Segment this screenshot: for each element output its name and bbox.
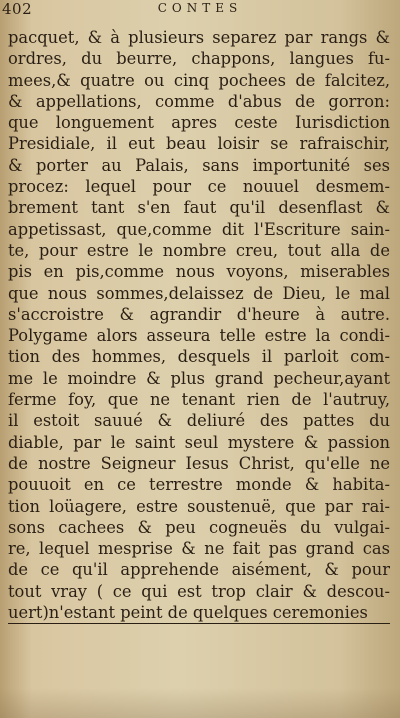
text-line: diable, par le saint seul mystere & passion bbox=[8, 432, 390, 452]
text-line: ferme foy, que ne tenant rien de l'autruy, bbox=[8, 390, 390, 410]
text-line: te, pour estre le nombre creu, tout alla de bbox=[8, 240, 390, 260]
text-line: pacquet, & à plusieurs separez par rangs & bbox=[8, 28, 390, 47]
text-line: uert)n'estant peint de quelques ceremonies bbox=[8, 602, 390, 624]
text-line: que nous sommes,delaissez de Dieu, le mal bbox=[8, 283, 390, 303]
text-line: brement tant s'en faut qu'il desenflast & bbox=[8, 198, 390, 218]
text-line: pis en pis,comme nous voyons, miserables bbox=[8, 262, 390, 282]
text-line: s'accroistre & agrandir d'heure à autre. bbox=[8, 304, 390, 324]
text-line: me le moindre & plus grand pecheur,ayant bbox=[8, 368, 390, 388]
page-bottom-shadow bbox=[0, 688, 400, 718]
page-number: 402 bbox=[2, 0, 33, 18]
text-line: re, lequel mesprise & ne fait pas grand cas bbox=[8, 539, 390, 559]
text-line: ordres, du beurre, chappons, langues fu- bbox=[8, 49, 390, 69]
text-line: procez: lequel pour ce nouuel desmem- bbox=[8, 177, 390, 197]
text-line: que longuement apres ceste Iurisdiction bbox=[8, 113, 390, 133]
text-line: Polygame alors asseura telle estre la condi- bbox=[8, 326, 390, 346]
text-line: il estoit sauué & deliuré des pattes du bbox=[8, 411, 390, 431]
text-line: tion des hommes, desquels il parloit com- bbox=[8, 347, 390, 367]
text-line: de nostre Seigneur Iesus Christ, qu'elle ne bbox=[8, 453, 390, 473]
text-line: & porter au Palais, sans importunité ses bbox=[8, 155, 390, 175]
text-line: tion loüagere, estre soustenuë, que par rai- bbox=[8, 496, 390, 516]
body-text bbox=[8, 27, 390, 628]
running-head: CONTES bbox=[157, 1, 243, 15]
text-line: pouuoit en ce terrestre monde & habita- bbox=[8, 475, 390, 495]
page-header bbox=[0, 0, 400, 20]
text-line: tout vray ( ce qui est trop clair & descou- bbox=[8, 581, 390, 601]
text-line: appetissast, que,comme dit l'Escriture sain- bbox=[8, 219, 390, 239]
text-line: sons cachees & peu cogneuës du vulgai- bbox=[8, 517, 390, 537]
text-line: de ce qu'il apprehende aisément, & pour bbox=[8, 560, 390, 580]
text-line: Presidiale, il eut beau loisir se rafraischir, bbox=[8, 134, 390, 154]
text-line: mees,& quatre ou cinq pochees de falcitez, bbox=[8, 70, 390, 90]
text-line: & appellations, comme d'abus de gorron: bbox=[8, 91, 390, 111]
